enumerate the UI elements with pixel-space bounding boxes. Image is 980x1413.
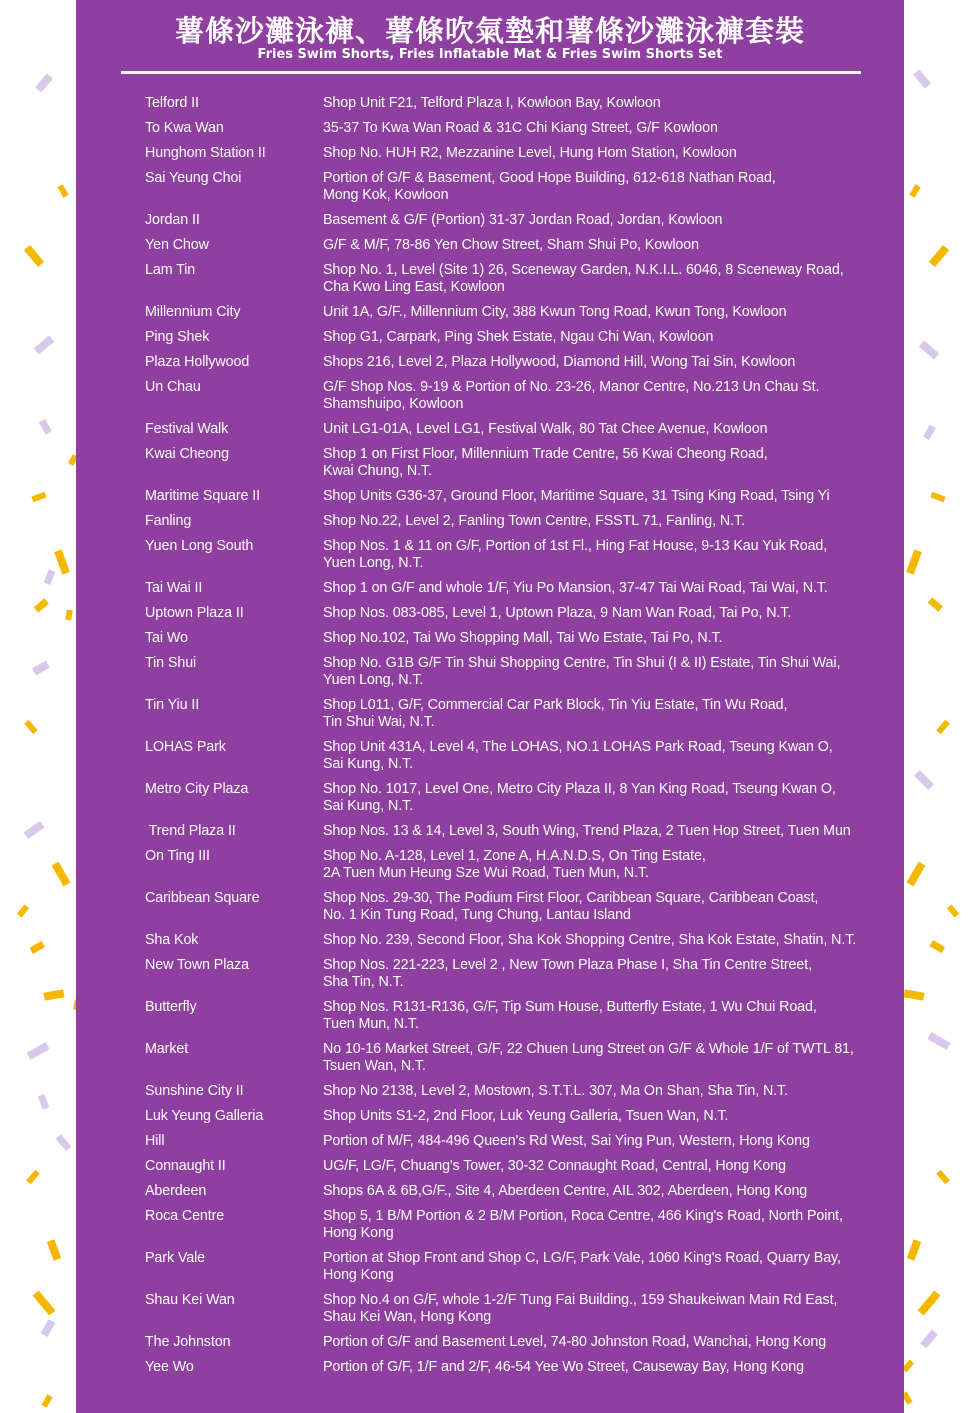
store-address: Portion of G/F, 1/F and 2/F, 46-54 Yee Wo Street, Causeway Bay, Hong Kong xyxy=(323,1359,804,1375)
list-item xyxy=(76,932,904,949)
store-address: Shop Nos. 1 & 11 on G/F, Portion of 1st Fl., Hing Fat House, 9-13 Kau Yuk Road, Yuen Long, N.T. xyxy=(323,538,828,571)
store-name: Aberdeen xyxy=(145,1183,207,1199)
list-item xyxy=(76,145,904,162)
store-name: Butterfly xyxy=(145,999,197,1015)
store-name: Sai Yeung Choi xyxy=(145,170,242,186)
store-name: Jordan II xyxy=(145,212,200,228)
store-name: Shau Kei Wan xyxy=(145,1292,235,1308)
store-address: Shops 216, Level 2, Plaza Hollywood, Diamond Hill, Wong Tai Sin, Kowloon xyxy=(323,354,796,370)
store-address: Unit LG1-01A, Level LG1, Festival Walk, 80 Tat Chee Avenue, Kowloon xyxy=(323,421,768,437)
store-address: Shop Units S1-2, 2nd Floor, Luk Yeung Galleria, Tsuen Wan, N.T. xyxy=(323,1108,729,1124)
page-title-english: Fries Swim Shorts, Fries Inflatable Mat & Fries Swim Shorts Set xyxy=(257,47,723,62)
store-name: Un Chau xyxy=(145,379,201,395)
store-address: Portion of M/F, 484-496 Queen's Rd West, Sai Ying Pun, Western, Hong Kong xyxy=(323,1133,810,1149)
store-name: Tin Yiu II xyxy=(145,697,200,713)
list-item xyxy=(76,957,904,991)
store-address: Shop No 2138, Level 2, Mostown, S.T.T.L. 307, Ma On Shan, Sha Tin, N.T. xyxy=(323,1083,788,1099)
store-name: Metro City Plaza xyxy=(145,781,249,797)
store-address: UG/F, LG/F, Chuang's Tower, 30-32 Connaught Road, Central, Hong Kong xyxy=(323,1158,786,1174)
list-item xyxy=(76,237,904,254)
store-name: Ping Shek xyxy=(145,329,210,345)
list-item xyxy=(76,1250,904,1284)
store-list xyxy=(76,95,904,1384)
store-address: Shop Unit 431A, Level 4, The LOHAS, NO.1 LOHAS Park Road, Tseung Kwan O, Sai Kung, N.T. xyxy=(323,739,833,772)
store-name: Fanling xyxy=(145,513,192,529)
store-address: No 10-16 Market Street, G/F, 22 Chuen Lung Street on G/F & Whole 1/F of TWTL 81, Tsuen Wan, N.T. xyxy=(323,1041,854,1074)
store-name: The Johnston xyxy=(145,1334,231,1350)
store-name: Roca Centre xyxy=(145,1208,225,1224)
store-name: Lam Tin xyxy=(145,262,196,278)
list-item xyxy=(76,781,904,815)
list-item xyxy=(76,120,904,137)
store-name: Tai Wo xyxy=(145,630,188,646)
store-name: Yee Wo xyxy=(145,1359,194,1375)
store-name: Park Vale xyxy=(145,1250,206,1266)
list-item xyxy=(76,1334,904,1351)
store-name: Connaught II xyxy=(145,1158,226,1174)
store-list-panel xyxy=(76,0,904,1413)
store-name: Luk Yeung Galleria xyxy=(145,1108,264,1124)
list-item xyxy=(76,1133,904,1150)
store-name: Tin Shui xyxy=(145,655,197,671)
list-item xyxy=(76,170,904,204)
store-name: Yen Chow xyxy=(145,237,209,253)
store-address: Basement & G/F (Portion) 31-37 Jordan Road, Jordan, Kowloon xyxy=(323,212,723,228)
list-item xyxy=(76,304,904,321)
list-item xyxy=(76,262,904,296)
list-item xyxy=(76,1108,904,1125)
list-item xyxy=(76,630,904,647)
store-address: Shop No.4 on G/F, whole 1-2/F Tung Fai Building., 159 Shaukeiwan Main Rd East, Shau Kei Wan, Hong Kong xyxy=(323,1292,838,1325)
list-item xyxy=(76,513,904,530)
store-address: Shop 5, 1 B/M Portion & 2 B/M Portion, Roca Centre, 466 King's Road, North Point, Hong Kong xyxy=(323,1208,843,1241)
store-name: Millennium City xyxy=(145,304,241,320)
store-address: Shop 1 on G/F and whole 1/F, Yiu Po Mansion, 37-47 Tai Wai Road, Tai Wai, N.T. xyxy=(323,580,828,596)
store-name: Hill xyxy=(145,1133,165,1149)
store-address: Unit 1A, G/F., Millennium City, 388 Kwun Tong Road, Kwun Tong, Kowloon xyxy=(323,304,787,320)
list-item xyxy=(76,739,904,773)
list-item xyxy=(76,890,904,924)
store-address: Shop Unit F21, Telford Plaza I, Kowloon Bay, Kowloon xyxy=(323,95,661,111)
store-address: Shop L011, G/F, Commercial Car Park Block, Tin Yiu Estate, Tin Wu Road, Tin Shui Wai, N.T. xyxy=(323,697,788,730)
list-item xyxy=(76,538,904,572)
store-address: Shop Units G36-37, Ground Floor, Maritime Square, 31 Tsing King Road, Tsing Yi xyxy=(323,488,830,504)
store-name: New Town Plaza xyxy=(145,957,250,973)
store-address: Shop No. HUH R2, Mezzanine Level, Hung Hom Station, Kowloon xyxy=(323,145,737,161)
store-address: G/F & M/F, 78-86 Yen Chow Street, Sham Shui Po, Kowloon xyxy=(323,237,699,253)
list-item xyxy=(76,605,904,622)
store-name: Telford II xyxy=(145,95,199,111)
list-item xyxy=(76,379,904,413)
store-address: 35-37 To Kwa Wan Road & 31C Chi Kiang Street, G/F Kowloon xyxy=(323,120,718,136)
store-name: Maritime Square II xyxy=(145,488,260,504)
list-item xyxy=(76,697,904,731)
store-name: Uptown Plaza II xyxy=(145,605,244,621)
list-item xyxy=(76,1292,904,1326)
list-item xyxy=(76,848,904,882)
store-address: Shop 1 on First Floor, Millennium Trade Centre, 56 Kwai Cheong Road, Kwai Chung, N.T. xyxy=(323,446,768,479)
list-item xyxy=(76,354,904,371)
store-address: Shop Nos. 13 & 14, Level 3, South Wing, Trend Plaza, 2 Tuen Hop Street, Tuen Mun xyxy=(323,823,851,839)
list-item xyxy=(76,212,904,229)
store-address: Shop No.102, Tai Wo Shopping Mall, Tai Wo Estate, Tai Po, N.T. xyxy=(323,630,723,646)
title-divider xyxy=(121,71,861,74)
list-item xyxy=(76,488,904,505)
store-name: Yuen Long South xyxy=(145,538,254,554)
store-address: Shop G1, Carpark, Ping Shek Estate, Ngau Chi Wan, Kowloon xyxy=(323,329,714,345)
store-name: Trend Plaza II xyxy=(145,823,236,839)
store-address: Portion at Shop Front and Shop C, LG/F, Park Vale, 1060 King's Road, Quarry Bay, Hong Kong xyxy=(323,1250,841,1283)
store-address: Shop Nos. 221-223, Level 2 , New Town Plaza Phase I, Sha Tin Centre Street, Sha Tin, N.T. xyxy=(323,957,812,990)
list-item xyxy=(76,580,904,597)
list-item xyxy=(76,446,904,480)
store-name: Tai Wai II xyxy=(145,580,203,596)
store-address: Shop Nos. 29-30, The Podium First Floor, Caribbean Square, Caribbean Coast, No. 1 Kin Tung Road, Tung Chung, Lantau Island xyxy=(323,890,819,923)
store-address: Shop No. 1017, Level One, Metro City Plaza II, 8 Yan King Road, Tseung Kwan O, Sai Kung, N.T. xyxy=(323,781,836,814)
list-item xyxy=(76,329,904,346)
store-name: Kwai Cheong xyxy=(145,446,229,462)
store-address: Shop Nos. R131-R136, G/F, Tip Sum House, Butterfly Estate, 1 Wu Chui Road, Tuen Mun, N.T. xyxy=(323,999,817,1032)
store-address: G/F Shop Nos. 9-19 & Portion of No. 23-26, Manor Centre, No.213 Un Chau St. Shamshuipo, Kowloon xyxy=(323,379,820,412)
store-name: Sha Kok xyxy=(145,932,199,948)
store-address: Shops 6A & 6B,G/F., Site 4, Aberdeen Centre, AIL 302, Aberdeen, Hong Kong xyxy=(323,1183,808,1199)
store-name: Market xyxy=(145,1041,189,1057)
list-item xyxy=(76,1041,904,1075)
store-address: Shop No. G1B G/F Tin Shui Shopping Centre, Tin Shui (I & II) Estate, Tin Shui Wai, Yuen Long, N.T. xyxy=(323,655,841,688)
store-address: Shop Nos. 083-085, Level 1, Uptown Plaza, 9 Nam Wan Road, Tai Po, N.T. xyxy=(323,605,792,621)
store-address: Portion of G/F & Basement, Good Hope Building, 612-618 Nathan Road, Mong Kok, Kowloon xyxy=(323,170,776,203)
store-name: Festival Walk xyxy=(145,421,229,437)
list-item xyxy=(76,1083,904,1100)
list-item xyxy=(76,421,904,438)
store-address: Shop No. A-128, Level 1, Zone A, H.A.N.D.S, On Ting Estate, 2A Tuen Mun Heung Sze Wui Road, Tuen Mun, N.T. xyxy=(323,848,706,881)
list-item xyxy=(76,999,904,1033)
list-item xyxy=(76,655,904,689)
store-name: Hunghom Station II xyxy=(145,145,266,161)
list-item xyxy=(76,1208,904,1242)
list-item xyxy=(76,1359,904,1376)
list-item xyxy=(76,823,904,840)
store-address: Shop No. 1, Level (Site 1) 26, Sceneway Garden, N.K.I.L. 6046, 8 Sceneway Road, Cha Kwo Ling East, Kowloon xyxy=(323,262,844,295)
store-address: Shop No.22, Level 2, Fanling Town Centre, FSSTL 71, Fanling, N.T. xyxy=(323,513,745,529)
store-name: Sunshine City II xyxy=(145,1083,244,1099)
list-item xyxy=(76,95,904,112)
page-title-chinese: 薯條沙灘泳褲、薯條吹氣墊和薯條沙灘泳褲套裝 xyxy=(174,14,805,48)
store-name: To Kwa Wan xyxy=(145,120,224,136)
store-name: Plaza Hollywood xyxy=(145,354,250,370)
store-name: Caribbean Square xyxy=(145,890,260,906)
store-address: Shop No. 239, Second Floor, Sha Kok Shopping Centre, Sha Kok Estate, Shatin, N.T. xyxy=(323,932,857,948)
list-item xyxy=(76,1183,904,1200)
store-name: LOHAS Park xyxy=(145,739,226,755)
store-name: On Ting III xyxy=(145,848,210,864)
list-item xyxy=(76,1158,904,1175)
store-address: Portion of G/F and Basement Level, 74-80 Johnston Road, Wanchai, Hong Kong xyxy=(323,1334,827,1350)
